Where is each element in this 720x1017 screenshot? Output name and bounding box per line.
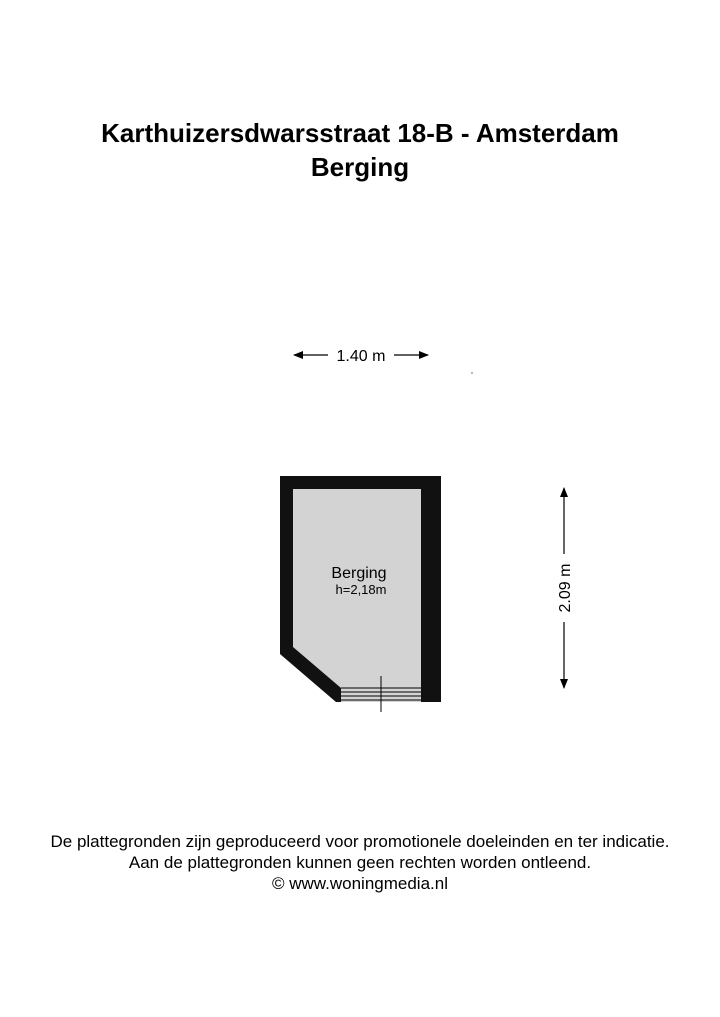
- page-title: Karthuizersdwarsstraat 18-B - Amsterdam: [101, 118, 619, 148]
- disclaimer-line-2: Aan de plattegronden kunnen geen rechten worden ontleend.: [128, 853, 592, 872]
- room-name-label: Berging: [331, 565, 387, 582]
- depth-dimension-label: 2.09 m: [557, 563, 574, 613]
- wall-corner-right: [421, 688, 441, 702]
- stray-dot: [471, 372, 473, 374]
- copyright-line: © www.woningmedia.nl: [272, 874, 448, 893]
- floor-subtitle: Berging: [310, 152, 410, 182]
- width-dimension-label: 1.40 m: [336, 348, 386, 365]
- room-height-label: h=2,18m: [335, 582, 387, 597]
- disclaimer-line-1: De plattegronden zijn geproduceerd voor promotionele doeleinden en ter indicatie.: [50, 832, 670, 851]
